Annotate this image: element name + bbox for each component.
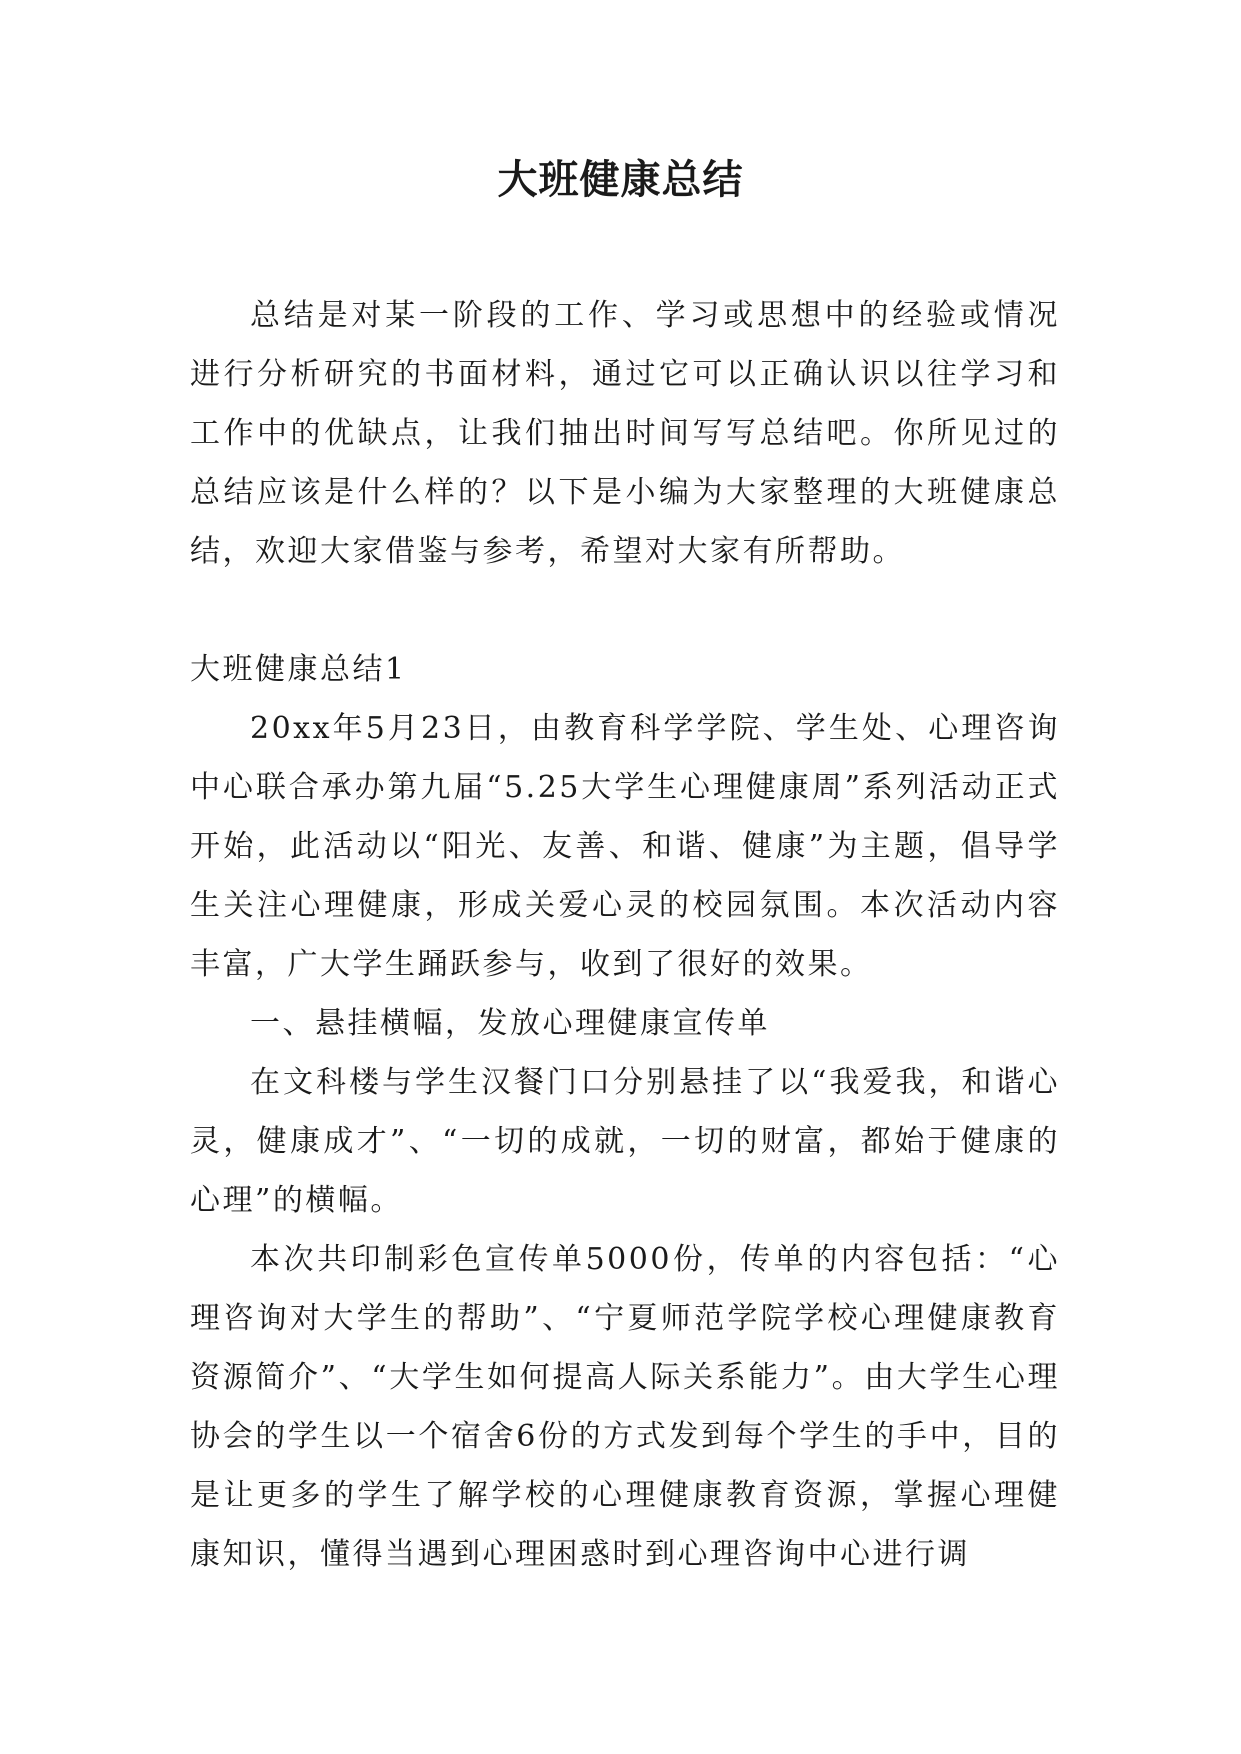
intro-paragraph: 总结是对某一阶段的工作、学习或思想中的经验或情况进行分析研究的书面材料，通过它可以正确认识以往学习和工作中的优缺点，让我们抽出时间写写总结吧。你所见过的总结应该是什么样的？以下是小编为大家整理的大班健康总结，欢迎大家借鉴与参考，希望对大家有所帮助。 [190,298,1060,569]
section-block [190,640,1060,1584]
body-paragraph: 在文科楼与学生汉餐门口分别悬挂了以“我爱我，和谐心灵，健康成才”、“一切的成就，一切的财富，都始于健康的心理”的横幅。 [190,1065,1060,1218]
subsection-heading: 一、悬挂横幅，发放心理健康宣传单 [250,1006,770,1041]
section-heading: 大班健康总结1 [190,652,407,687]
body-paragraph: 本次共印制彩色宣传单5000份，传单的内容包括：“心理咨询对大学生的帮助”、“宁夏师范学院学校心理健康教育资源简介”、“大学生如何提高人际关系能力”。由大学生心理协会的学生以一个宿舍6份的方式发到每个学生的手中，目的是让更多的学生了解学校的心理健康教育资源，掌握心理健康知识，懂得当遇到心理困惑时到心理咨询中心进行调 [190,1242,1060,1572]
intro-block [190,286,1060,581]
body-paragraph: 20xx年5月23日，由教育科学学院、学生处、心理咨询中心联合承办第九届“5.25大学生心理健康周”系列活动正式开始，此活动以“阳光、友善、和谐、健康”为主题，倡导学生关注心理健康，形成关爱心灵的校园氛围。本次活动内容丰富，广大学生踊跃参与，收到了很好的效果。 [190,711,1060,982]
document-title: 大班健康总结 [497,157,744,203]
